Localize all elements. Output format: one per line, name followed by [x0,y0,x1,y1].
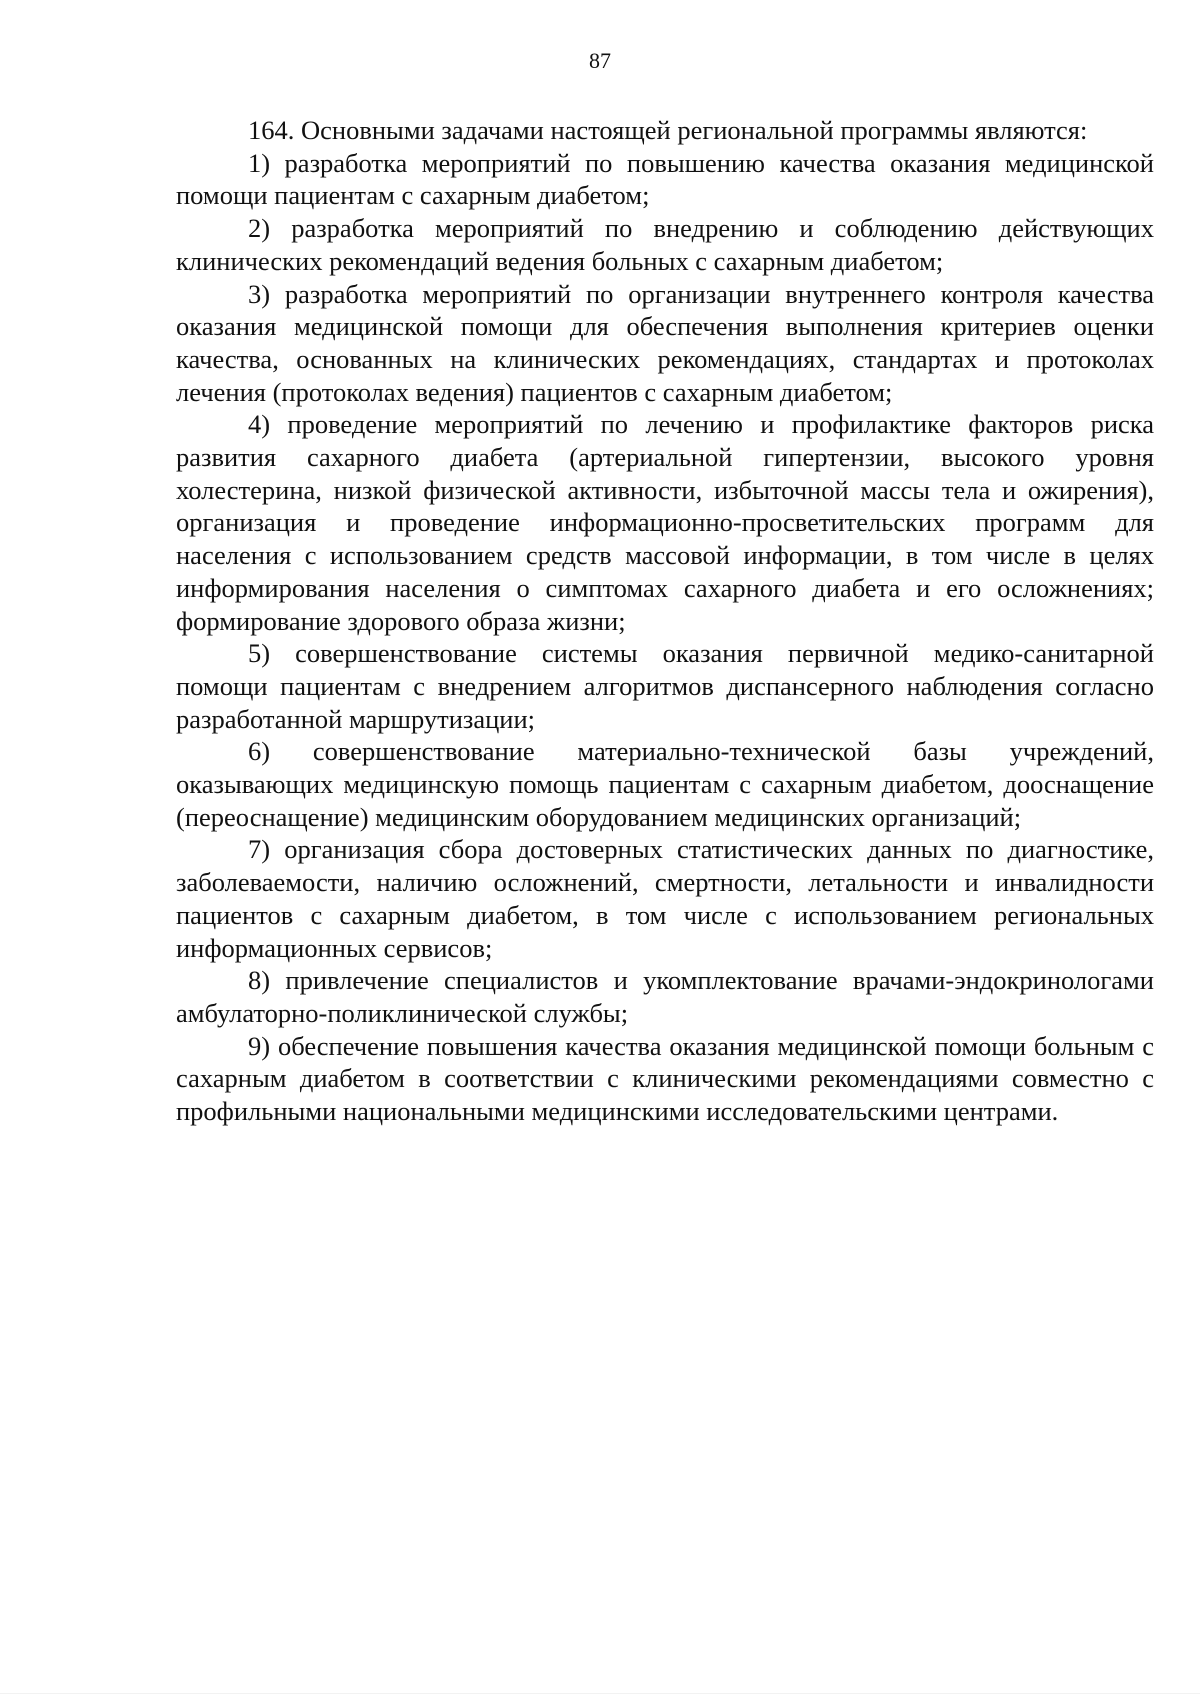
scan-edge-line [0,1693,1200,1694]
list-item-3: 3) разработка мероприятий по организации внутреннего контроля качества оказания медицинской помощи для обеспечения выполнения критериев оценки качества, основанных на клинических рекомендациях, стандартах и протоколах лечения (протоколах ведения) пациентов с сахарным диабетом; [176,278,1154,407]
list-item-9: 9) обеспечение повышения качества оказания медицинской помощи больным с сахарным диабетом в соответствии с клиническими рекомендациями совместно с профильными национальными медицинскими исследовательскими центрами. [176,1030,1154,1127]
document-body [176,114,1154,1128]
paragraph-164-intro: 164. Основными задачами настоящей региональной программы являются: [248,115,1088,145]
list-item-6: 6) совершенствование материально-технической базы учреждений, оказывающих медицинскую помощь пациентам с сахарным диабетом, дооснащение (переоснащение) медицинским оборудованием медицинских организаций; [176,736,1154,832]
list-item-2: 2) разработка мероприятий по внедрению и соблюдению действующих клинических рекомендаций ведения больных с сахарным диабетом; [176,213,1154,276]
list-item-5: 5) совершенствование системы оказания первичной медико-санитарной помощи пациентам с внедрением алгоритмов диспансерного наблюдения согласно разработанной маршрутизации; [176,638,1154,734]
list-item-4: 4) проведение мероприятий по лечению и профилактике факторов риска развития сахарного диабета (артериальной гипертензии, высокого уровня холестерина, низкой физической активности, избыточной массы тела и ожирения), организация и проведение информационно-просветительских программ для населения с использованием средств массовой информации, в том числе в целях информирования населения о симптомах сахарного диабета и его осложнениях; формирование здорового образа жизни; [176,409,1154,636]
list-item-8: 8) привлечение специалистов и укомплектование врачами-эндокринологами амбулаторно-поликлинической службы; [176,965,1154,1028]
page-number: 87 [589,48,611,73]
list-item-1: 1) разработка мероприятий по повышению качества оказания медицинской помощи пациентам с сахарным диабетом; [176,147,1154,211]
list-item-7: 7) организация сбора достоверных статистических данных по диагностике, заболеваемости, наличию осложнений, смертности, летальности и инвалидности пациентов с сахарным диабетом, в том числе с использованием региональных информационных сервисов; [176,834,1154,963]
